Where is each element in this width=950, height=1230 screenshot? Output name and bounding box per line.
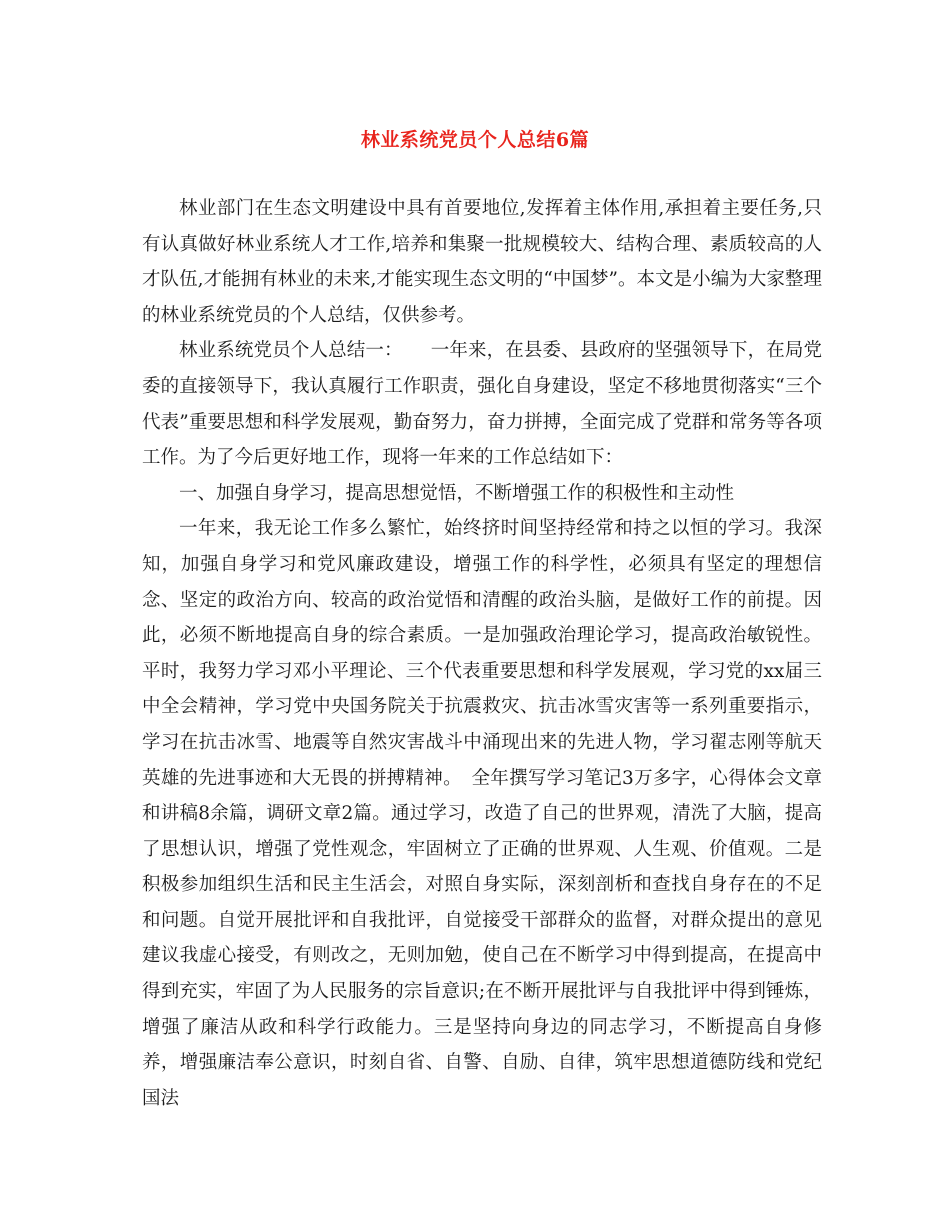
document-body <box>142 191 822 1116</box>
document-title: 林业系统党员个人总结6篇 <box>360 129 590 151</box>
paragraph-study: 一年来，我无论工作多么繁忙，始终挤时间坚持经常和持之以恒的学习。我深知，加强自身学习和党风廉政建设，增强工作的科学性，必须具有坚定的理想信念、坚定的政治方向、较高的政治觉悟和清醒的政治头脑，是做好工作的前提。因此，必须不断地提高自身的综合素质。一是加强政治理论学习，提高政治敏锐性。平时，我努力学习邓小平理论、三个代表重要思想和科学发展观，学习党的xx届三中全会精神，学习党中央国务院关于抗震救灾、抗击冰雪灾害等一系列重要指示，学习在抗击冰雪、地震等自然灾害战斗中涌现出来的先进人物，学习翟志刚等航天英雄的先进事迹和大无畏的拼搏精神。 全年撰写学习笔记3万多字，心得体会文章和讲稿8余篇，调研文章2篇。通过学习，改造了自己的世界观，清洗了大脑，提高了思想认识，增强了党性观念，牢固树立了正确的世界观、人生观、价值观。二是积极参加组织生活和民主生活会，对照自身实际，深刻剖析和查找自身存在的不足和问题。自觉开展批评和自我批评，自觉接受干部群众的监督，对群众提出的意见建议我虚心接受，有则改之，无则加勉，使自己在不断学习中得到提高，在提高中得到充实，牢固了为人民服务的宗旨意识;在不断开展批评与自我批评中得到锤炼，增强了廉洁从政和科学行政能力。三是坚持向身边的同志学习，不断提高自身修养，增强廉洁奉公意识，时刻自省、自警、自励、自律，筑牢思想道德防线和党纪国法 <box>142 518 822 1109</box>
section-heading-1: 一、加强自身学习，提高思想觉悟，不断增强工作的积极性和主动性 <box>179 482 735 504</box>
paragraph-intro: 林业部门在生态文明建设中具有首要地位,发挥着主体作用,承担着主要任务,只有认真做好林业系统人才工作,培养和集聚一批规模较大、结构合理、素质较高的人才队伍,才能拥有林业的未来,才能实现生态文明的“中国梦”。本文是小编为大家整理的林业系统党员的个人总结，仅供参考。 <box>142 198 822 326</box>
paragraph-summary-one: 林业系统党员个人总结一： 一年来，在县委、县政府的坚强领导下，在局党委的直接领导下，我认真履行工作职责，强化自身建设，坚定不移地贯彻落实“三个代表”重要思想和科学发展观，勤奋努力，奋力拼搏，全面完成了党群和常务等各项工作。为了今后更好地工作，现将一年来的工作总结如下： <box>142 340 822 469</box>
